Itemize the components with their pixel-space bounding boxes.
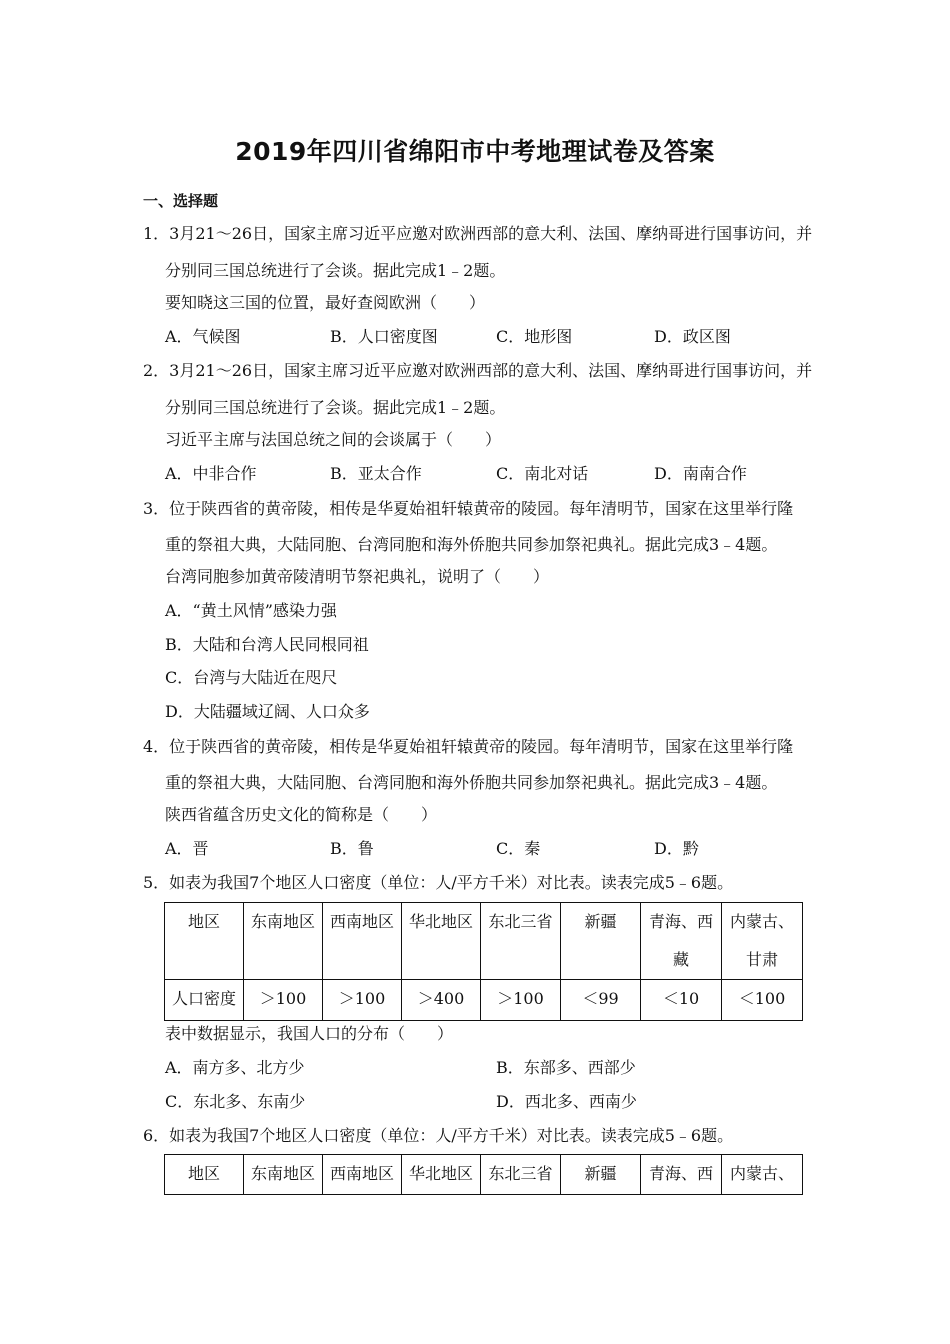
q2-option-b[interactable]: B．亚太合作 [330,464,422,483]
header-line-1: 青海、西 [648,912,713,931]
q4-option-b[interactable]: B．鲁 [330,839,374,858]
q6-population-table [164,1154,803,1195]
q1-question: 要知晓这三国的位置，最好查阅欧洲（ ） [165,293,486,312]
table-header-cell: 华北地区 [402,1155,481,1195]
q5-option-b[interactable]: B．东部多、西部少 [496,1058,636,1077]
table-header-cell: 地区 [165,1155,244,1195]
q1-option-b[interactable]: B．人口密度图 [330,327,438,346]
table-header-row [165,903,803,980]
table-header-cell: 内蒙古、 [722,1155,803,1195]
q5-option-d[interactable]: D．西北多、西南少 [496,1092,637,1111]
table-header-row [165,1155,803,1195]
table-cell: ＜99 [561,980,641,1021]
q4-option-d[interactable]: D．黔 [654,839,699,858]
table-header-cell: 西南地区 [323,903,402,980]
table-header-cell: 新疆 [561,1155,641,1195]
q5-option-c[interactable]: C．东北多、东南少 [165,1092,306,1111]
table-header-cell: 东南地区 [244,903,323,980]
table-header-cell: 东北三省 [481,903,561,980]
q1-stem-line-2: 分别同三国总统进行了会谈。据此完成1﹣2题。 [165,261,506,280]
q1-option-a[interactable]: A．气候图 [165,327,241,346]
table-header-cell: 东北三省 [481,1155,561,1195]
table-header-cell: 华北地区 [402,903,481,980]
q4-question: 陕西省蕴含历史文化的简称是（ ） [165,805,438,824]
table-header-cell: 地区 [165,903,244,980]
q6-stem: 6．如表为我国7个地区人口密度（单位：人/平方千米）对比表。读表完成5﹣6题。 [143,1126,734,1145]
table-cell: ＞100 [481,980,561,1021]
table-header-cell [641,903,722,980]
table-row [165,980,803,1021]
table-cell: ＞100 [323,980,402,1021]
header-line-1: 内蒙古、 [729,912,794,931]
q1-option-d[interactable]: D．政区图 [654,327,731,346]
table-header-cell: 新疆 [561,903,641,980]
table-cell: ＞100 [244,980,323,1021]
page-title: 2019年四川省绵阳市中考地理试卷及答案 [235,137,715,166]
q5-population-table [164,902,803,1021]
q2-stem-line-2: 分别同三国总统进行了会谈。据此完成1﹣2题。 [165,398,506,417]
q2-option-a[interactable]: A．中非合作 [165,464,257,483]
q5-stem: 5．如表为我国7个地区人口密度（单位：人/平方千米）对比表。读表完成5﹣6题。 [143,873,734,892]
table-header-cell: 东南地区 [244,1155,323,1195]
q3-stem-line-2: 重的祭祖大典，大陆同胞、台湾同胞和海外侨胞共同参加祭祀典礼。据此完成3﹣4题。 [165,535,778,554]
q1-option-c[interactable]: C．地形图 [496,327,573,346]
table-cell: ＞400 [402,980,481,1021]
table-cell: ＜10 [641,980,722,1021]
q3-option-c[interactable]: C．台湾与大陆近在咫尺 [165,668,338,687]
header-line-2: 甘肃 [745,950,778,969]
table-cell: ＜100 [722,980,803,1021]
q2-stem-line-1: 2．3月21～26日，国家主席习近平应邀对欧洲西部的意大利、法国、摩纳哥进行国事访问，并 [143,361,813,380]
header-line-2: 藏 [672,950,689,969]
q2-question: 习近平主席与法国总统之间的会谈属于（ ） [165,430,502,449]
q3-stem-line-1: 3．位于陕西省的黄帝陵，相传是华夏始祖轩辕黄帝的陵园。每年清明节，国家在这里举行隆 [143,499,794,518]
q2-option-c[interactable]: C．南北对话 [496,464,589,483]
q3-option-a[interactable]: A．“黄土风情”感染力强 [165,601,337,620]
q4-option-c[interactable]: C．秦 [496,839,541,858]
table-header-cell: 青海、西 [641,1155,722,1195]
q5-option-a[interactable]: A．南方多、北方少 [165,1058,305,1077]
table-header-cell: 西南地区 [323,1155,402,1195]
q2-option-d[interactable]: D．南南合作 [654,464,747,483]
q4-option-a[interactable]: A．晋 [165,839,209,858]
q1-stem-line-1: 1．3月21～26日，国家主席习近平应邀对欧洲西部的意大利、法国、摩纳哥进行国事访问，并 [143,224,813,243]
table-header-cell [722,903,803,980]
q3-option-b[interactable]: B．大陆和台湾人民同根同祖 [165,635,369,654]
q3-question: 台湾同胞参加黄帝陵清明节祭祀典礼，说明了（ ） [165,567,550,586]
section-heading: 一、选择题 [143,192,219,210]
table-cell: 人口密度 [165,980,244,1021]
q3-option-d[interactable]: D．大陆疆域辽阔、人口众多 [165,702,370,721]
q4-stem-line-2: 重的祭祖大典，大陆同胞、台湾同胞和海外侨胞共同参加祭祀典礼。据此完成3﹣4题。 [165,773,778,792]
q4-stem-line-1: 4．位于陕西省的黄帝陵，相传是华夏始祖轩辕黄帝的陵园。每年清明节，国家在这里举行隆 [143,737,794,756]
q5-question: 表中数据显示，我国人口的分布（ ） [165,1024,454,1043]
